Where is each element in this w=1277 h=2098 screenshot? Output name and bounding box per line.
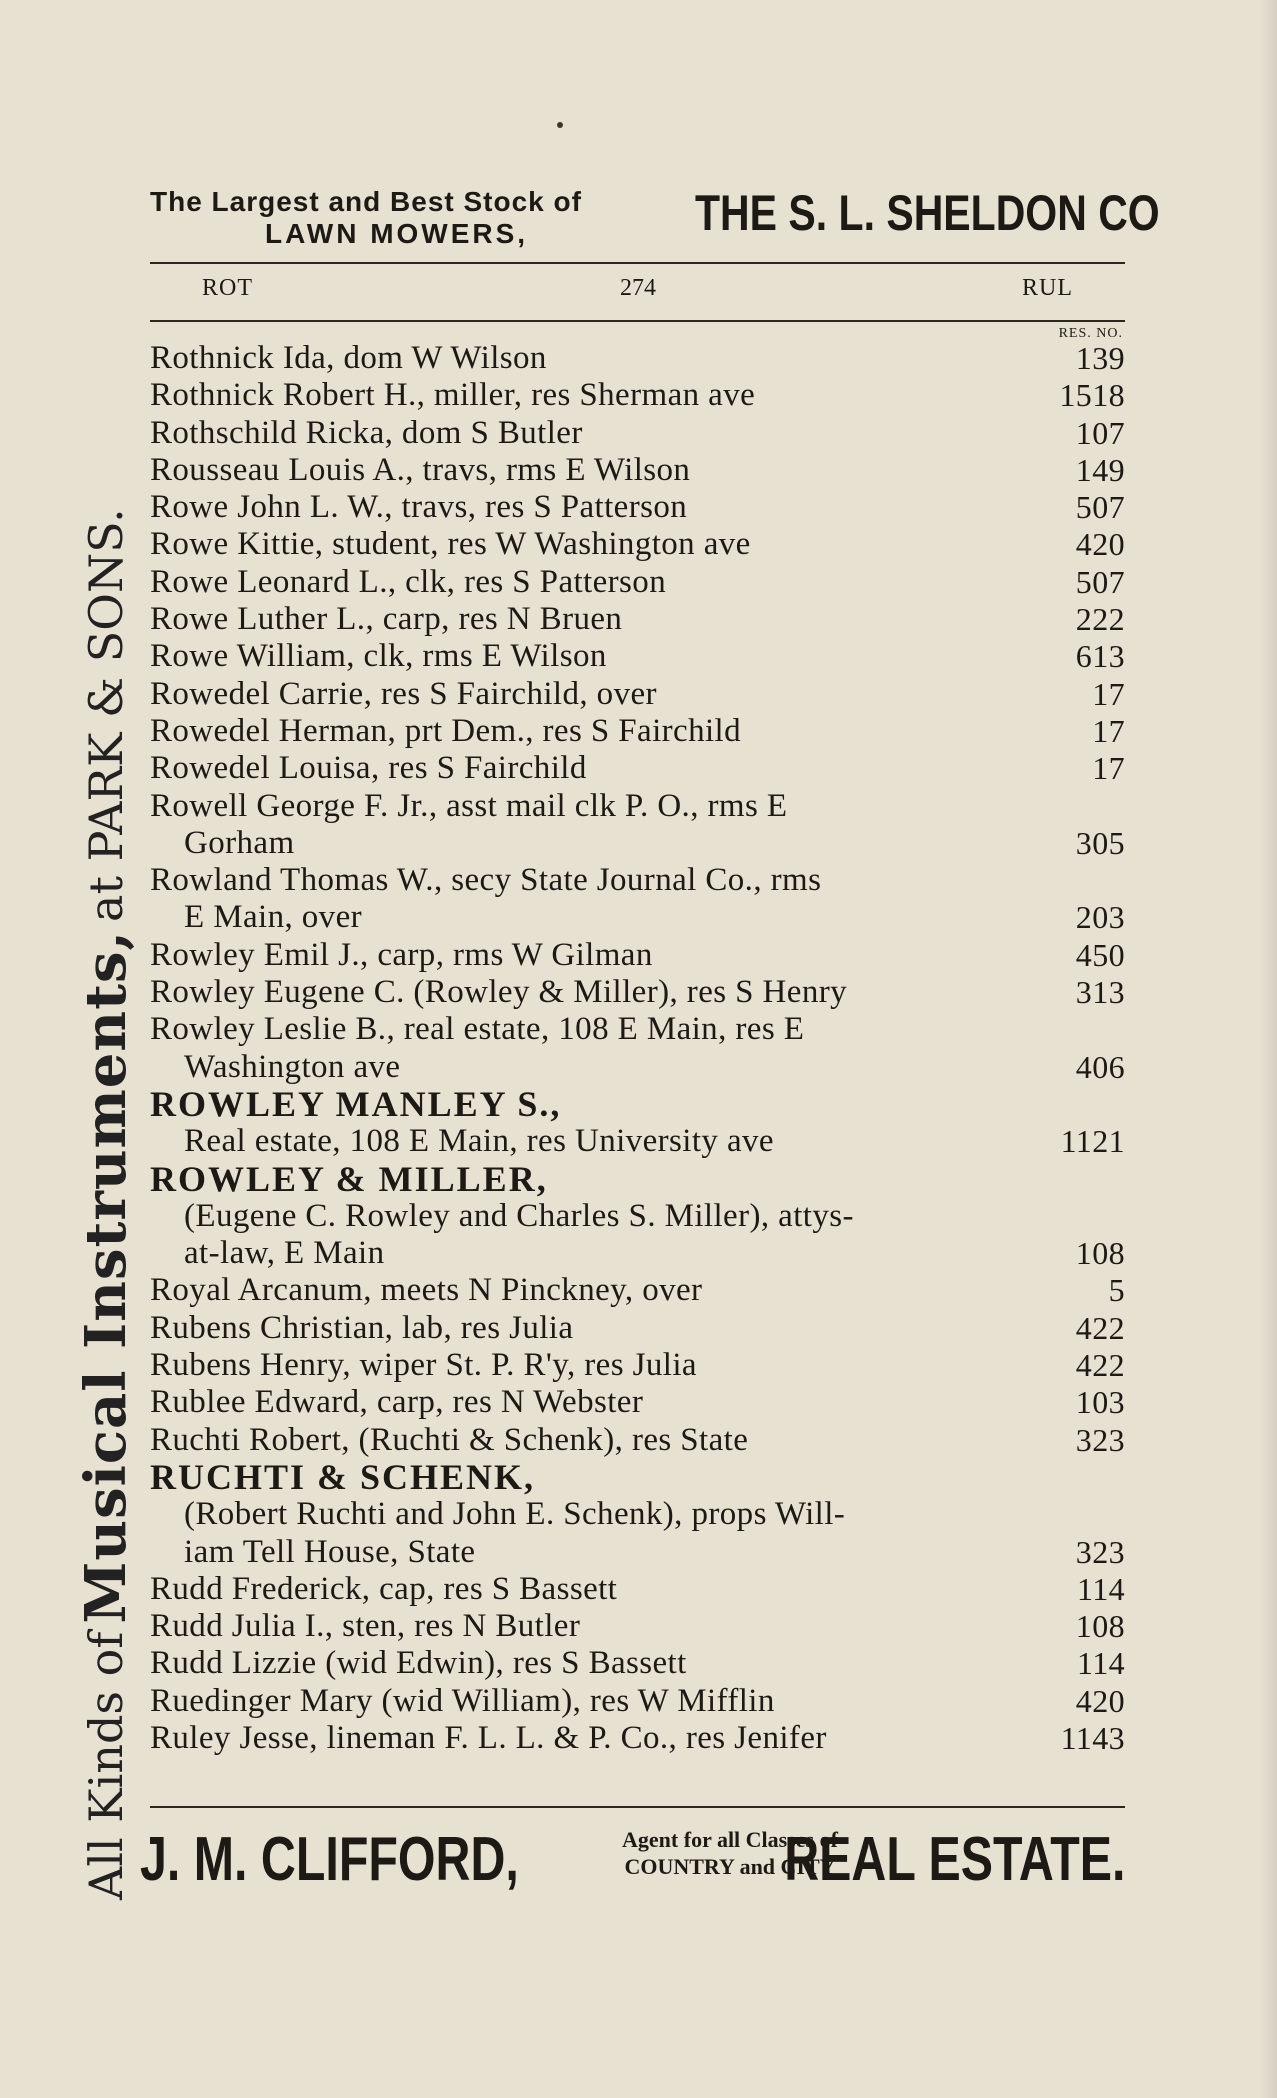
directory-entry bbox=[150, 340, 1125, 377]
entry-name: Rowell George F. Jr., asst mail clk P. O., rms E bbox=[150, 787, 788, 824]
entry-name: Rousseau Louis A., travs, rms E Wilson bbox=[150, 451, 691, 488]
entry-name: Rowe William, clk, rms E Wilson bbox=[150, 638, 607, 675]
entry-continuation: iam Tell House, State bbox=[184, 1533, 476, 1570]
top-ad-text bbox=[150, 186, 582, 250]
directory-entry bbox=[150, 974, 1125, 1011]
directory-listing bbox=[150, 340, 1125, 1757]
column-label: RES. NO. bbox=[1058, 326, 1123, 341]
top-ad-company: THE S. L. SHELDON CO bbox=[695, 185, 1160, 241]
residence-number: 450 bbox=[1075, 936, 1125, 973]
residence-number: 613 bbox=[1075, 638, 1125, 675]
entry-continuation: Gorham bbox=[184, 824, 295, 861]
entry-name: Rudd Frederick, cap, res S Bassett bbox=[150, 1570, 618, 1607]
entry-name: Rowedel Carrie, res S Fairchild, over bbox=[150, 675, 657, 712]
directory-entry bbox=[150, 788, 1125, 863]
residence-number: 107 bbox=[1075, 414, 1125, 451]
entry-name: Ruley Jesse, lineman F. L. L. & P. Co., res Jenifer bbox=[150, 1719, 827, 1756]
residence-number: 17 bbox=[1092, 750, 1125, 787]
page-number: 274 bbox=[620, 275, 656, 301]
residence-number: 420 bbox=[1075, 526, 1125, 563]
residence-number: 323 bbox=[1075, 1421, 1125, 1458]
entry-name: Rubens Henry, wiper St. P. R'y, res Julia bbox=[150, 1347, 697, 1384]
side-advertisement bbox=[66, 160, 146, 1900]
entry-name: Rudd Julia I., sten, res N Butler bbox=[150, 1608, 581, 1645]
entry-name: Rothnick Ida, dom W Wilson bbox=[150, 340, 547, 376]
residence-number: 420 bbox=[1075, 1682, 1125, 1719]
bottom-ad-name: J. M. CLIFFORD, bbox=[140, 1825, 519, 1894]
directory-entry bbox=[150, 1422, 1125, 1459]
residence-number: 422 bbox=[1075, 1347, 1125, 1384]
entry-continuation: Washington ave bbox=[184, 1048, 401, 1085]
entry-name: RUCHTI & SCHENK, bbox=[150, 1456, 536, 1497]
side-ad-prefix: All Kinds of bbox=[79, 1631, 133, 1900]
residence-number: 313 bbox=[1075, 974, 1125, 1011]
residence-number: 323 bbox=[1075, 1533, 1125, 1570]
residence-number: 139 bbox=[1075, 340, 1125, 376]
residence-number: 507 bbox=[1075, 563, 1125, 600]
directory-entry bbox=[150, 489, 1125, 526]
bottom-ad-agent-line2: COUNTRY and CITY bbox=[624, 1854, 836, 1879]
directory-entry bbox=[150, 452, 1125, 489]
side-ad-suffix: at PARK & SONS. bbox=[79, 508, 133, 922]
residence-number: 114 bbox=[1076, 1570, 1125, 1607]
residence-number: 507 bbox=[1075, 489, 1125, 526]
directory-entry bbox=[150, 1158, 1125, 1273]
directory-entry bbox=[150, 1272, 1125, 1309]
directory-entry bbox=[150, 1456, 1125, 1571]
entry-name: Ruchti Robert, (Ruchti & Schenk), res State bbox=[150, 1421, 749, 1458]
entry-continuation: Real estate, 108 E Main, res University ave bbox=[184, 1123, 774, 1160]
header-rule bbox=[150, 320, 1125, 322]
directory-entry bbox=[150, 526, 1125, 563]
entry-name: Rowley Leslie B., real estate, 108 E Main, res E bbox=[150, 1011, 805, 1048]
directory-entry bbox=[150, 1384, 1125, 1421]
directory-entry bbox=[150, 601, 1125, 638]
entry-name: Rothnick Robert H., miller, res Sherman ave bbox=[150, 377, 756, 414]
directory-entry bbox=[150, 676, 1125, 713]
residence-number: 17 bbox=[1092, 712, 1125, 749]
entry-name: Rowedel Herman, prt Dem., res S Fairchild bbox=[150, 712, 742, 749]
header-left: ROT bbox=[202, 275, 253, 301]
entry-name: Rublee Edward, carp, res N Webster bbox=[150, 1384, 644, 1421]
residence-number: 406 bbox=[1075, 1048, 1125, 1085]
entry-name: Rudd Lizzie (wid Edwin), res S Bassett bbox=[150, 1645, 687, 1682]
entry-continuation: at-law, E Main bbox=[184, 1235, 385, 1272]
running-header bbox=[150, 275, 1125, 311]
side-ad-highlight: Musical Instruments, bbox=[73, 929, 139, 1624]
entry-name: ROWLEY & MILLER, bbox=[150, 1158, 548, 1199]
directory-entry bbox=[150, 1608, 1125, 1645]
header-right: RUL bbox=[1022, 275, 1073, 301]
entry-continuation: (Robert Ruchti and John E. Schenk), props Will- bbox=[184, 1496, 846, 1533]
bottom-rule bbox=[150, 1806, 1125, 1808]
residence-number: 305 bbox=[1075, 824, 1125, 861]
entry-name: Ruedinger Mary (wid William), res W Mifflin bbox=[150, 1682, 775, 1719]
directory-entry bbox=[150, 564, 1125, 601]
directory-entry bbox=[150, 713, 1125, 750]
directory-entry bbox=[150, 1347, 1125, 1384]
bottom-ad-tail: REAL ESTATE. bbox=[783, 1825, 1125, 1894]
directory-entry bbox=[150, 1571, 1125, 1608]
entry-name: ROWLEY MANLEY S., bbox=[150, 1083, 562, 1124]
page-edge bbox=[1259, 0, 1277, 2098]
residence-number: 108 bbox=[1075, 1235, 1125, 1272]
entry-name: Rowland Thomas W., secy State Journal Co., rms bbox=[150, 862, 822, 899]
entry-name: Rowedel Louisa, res S Fairchild bbox=[150, 750, 587, 787]
residence-number: 222 bbox=[1075, 601, 1125, 638]
directory-entry bbox=[150, 415, 1125, 452]
residence-number: 422 bbox=[1075, 1309, 1125, 1346]
directory-entry bbox=[150, 750, 1125, 787]
residence-number: 103 bbox=[1075, 1384, 1125, 1421]
directory-entry bbox=[150, 1083, 1125, 1161]
entry-name: Rowe Kittie, student, res W Washington ave bbox=[150, 526, 751, 563]
entry-name: Rowley Eugene C. (Rowley & Miller), res S Henry bbox=[150, 974, 848, 1011]
entry-name: Rothschild Ricka, dom S Butler bbox=[150, 414, 583, 451]
residence-number: 1121 bbox=[1060, 1123, 1125, 1160]
directory-entry bbox=[150, 638, 1125, 675]
top-advertisement bbox=[150, 178, 1160, 258]
top-rule bbox=[150, 262, 1125, 264]
directory-entry bbox=[150, 1720, 1125, 1757]
directory-entry bbox=[150, 1683, 1125, 1720]
residence-number: 114 bbox=[1076, 1645, 1125, 1682]
directory-entry bbox=[150, 1645, 1125, 1682]
entry-name: Rowe John L. W., travs, res S Patterson bbox=[150, 489, 688, 526]
residence-number: 149 bbox=[1075, 451, 1125, 488]
entry-name: Royal Arcanum, meets N Pinckney, over bbox=[150, 1272, 703, 1309]
entry-name: Rowe Luther L., carp, res N Bruen bbox=[150, 601, 623, 638]
residence-number: 5 bbox=[1108, 1272, 1125, 1309]
residence-number: 203 bbox=[1075, 899, 1125, 936]
directory-entry bbox=[150, 377, 1125, 414]
residence-number: 108 bbox=[1075, 1608, 1125, 1645]
directory-entry bbox=[150, 937, 1125, 974]
entry-name: Rowley Emil J., carp, rms W Gilman bbox=[150, 936, 653, 973]
ink-speck bbox=[557, 122, 563, 128]
directory-entry bbox=[150, 1310, 1125, 1347]
entry-continuation: E Main, over bbox=[184, 899, 363, 936]
entry-continuation: (Eugene C. Rowley and Charles S. Miller), attys- bbox=[184, 1197, 854, 1234]
directory-entry bbox=[150, 862, 1125, 937]
top-ad-line1: The Largest and Best Stock of bbox=[150, 186, 582, 217]
residence-number: 1518 bbox=[1059, 377, 1125, 414]
directory-entry bbox=[150, 1011, 1125, 1086]
residence-number: 17 bbox=[1092, 675, 1125, 712]
bottom-ad-agent-line1: Agent for all Classes of bbox=[622, 1827, 838, 1852]
top-ad-line2: LAWN MOWERS, bbox=[265, 218, 529, 249]
entry-name: Rowe Leonard L., clk, res S Patterson bbox=[150, 563, 667, 600]
entry-name: Rubens Christian, lab, res Julia bbox=[150, 1309, 574, 1346]
residence-number: 1143 bbox=[1060, 1719, 1125, 1756]
bottom-advertisement bbox=[140, 1820, 1125, 1900]
